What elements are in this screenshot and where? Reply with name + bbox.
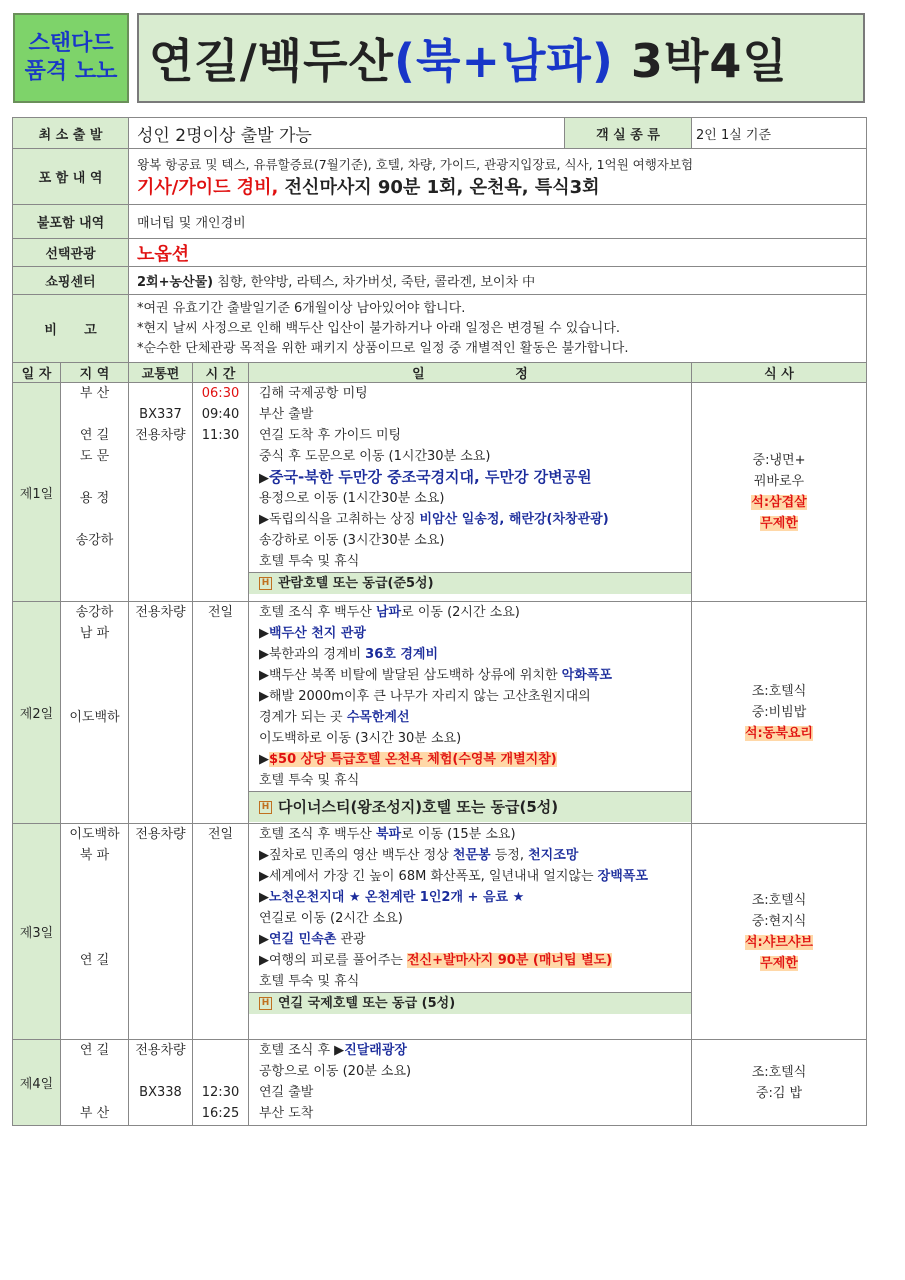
- header-day: 일 자: [13, 363, 61, 383]
- transport-item: 전용차량: [135, 827, 186, 842]
- region-cell: [61, 602, 129, 824]
- schedule-text: ▶세계에서 가장 긴 높이 68M 화산폭포, 일년내내 얼지않는: [259, 869, 598, 884]
- min-departure-row: [13, 118, 867, 149]
- day-row: [13, 824, 867, 1040]
- header-schedule: 일 정: [249, 363, 692, 383]
- meal-item: [696, 911, 862, 932]
- region-name: [61, 404, 128, 425]
- room-type-value: 2인 1실 기준: [692, 118, 867, 149]
- time-item: 전일: [207, 827, 234, 842]
- schedule-highlight: 수목한계선: [346, 710, 410, 725]
- title-banner: [137, 13, 865, 103]
- schedule-line: [249, 602, 691, 623]
- region-name: [61, 1082, 128, 1103]
- meal-item: [696, 1083, 862, 1104]
- schedule-line: 공항으로 이동 (20분 소요): [259, 1064, 412, 1079]
- meal-item: [696, 513, 862, 534]
- schedule-text: 호텔 조식 후 백두산: [259, 827, 376, 842]
- schedule-line: 중식 후 도문으로 이동 (1시간30분 소요): [259, 449, 491, 464]
- note-item: *현지 날씨 사정으로 인해 백두산 입산이 불가하거나 아래 일정은 변경될 수 있습니다.: [137, 320, 621, 336]
- region-name: [61, 1061, 128, 1082]
- optional-tour-label: 선택관광: [13, 239, 129, 267]
- region-name: [61, 644, 128, 665]
- optional-tour-value: 노옵션: [129, 239, 867, 267]
- meal-item: [696, 932, 862, 953]
- meal-item: [696, 681, 862, 702]
- schedule-text: 경계가 되는 곳: [259, 710, 347, 725]
- region-name: 연 길: [79, 428, 110, 443]
- transport-item: BX338: [139, 1085, 182, 1100]
- schedule-text: ▶독립의식을 고취하는 상징: [259, 512, 420, 527]
- includes-value: [129, 149, 867, 205]
- schedule-line: [249, 1040, 691, 1061]
- region-name: [61, 467, 128, 488]
- note-item: *여권 유효기간 출발일기준 6개월이상 남아있어야 합니다.: [137, 300, 466, 316]
- region-name: [61, 1013, 128, 1034]
- shopping-label: 쇼핑센터: [13, 267, 129, 295]
- itinerary-table: [12, 117, 867, 1126]
- schedule-line: 김해 국제공항 미팅: [259, 386, 368, 401]
- min-departure-value: 성인 2명이상 출발 가능: [129, 118, 565, 149]
- region-name: [61, 770, 128, 791]
- schedule-line: [249, 824, 691, 845]
- schedule-text: ▶: [259, 890, 269, 905]
- schedule-line: 용정으로 이동 (1시간30분 소요): [259, 491, 445, 506]
- excludes-row: [13, 205, 867, 239]
- region-name: 연 길: [79, 1043, 110, 1058]
- region-name: [61, 686, 128, 707]
- meal-text: 조:호텔식: [751, 892, 807, 908]
- region-name: [61, 572, 128, 593]
- page-title: [149, 25, 788, 91]
- schedule-line: [249, 509, 691, 530]
- time-cell: [193, 602, 249, 824]
- header-meal: 식 사: [692, 363, 867, 383]
- schedule-highlight: 진달래광장: [344, 1043, 407, 1058]
- schedule-text: ▶: [259, 932, 269, 947]
- title-duration: 3박4일: [630, 34, 788, 88]
- schedule-line: [249, 467, 691, 488]
- schedule-highlight: 연길 민속촌: [269, 932, 337, 947]
- schedule-text: ▶백두산 북쪽 비탈에 발달된 삼도백하 상류에 위치한: [259, 668, 562, 683]
- room-type-label: 객 실 종 류: [565, 118, 692, 149]
- transport-cell: [129, 602, 193, 824]
- region-name: 부 산: [79, 1106, 110, 1121]
- region-name: 부 산: [79, 386, 110, 401]
- includes-extras: 전신마사지 90분 1회, 온천욕, 특식3회: [278, 176, 600, 198]
- meal-text: 중:비빔밥: [751, 705, 807, 720]
- badge-line1: 스탠다드: [28, 31, 114, 56]
- schedule-header-row: [13, 363, 867, 383]
- note-item: *순수한 단체관광 목적을 위한 패키지 상품이므로 일정 중 개별적인 활동은 불가합니다.: [137, 340, 629, 356]
- schedule-line: [249, 929, 691, 950]
- schedule-highlight: 전신+발마사지 90분 (매너팁 별도): [406, 953, 613, 968]
- meals-cell: [692, 383, 867, 602]
- hotel-icon: H: [259, 997, 272, 1010]
- time-cell: [193, 383, 249, 602]
- includes-line1: 왕복 항공료 및 텍스, 유류할증료(7월기준), 호텔, 차량, 가이드, 관광지입장료, 식사, 1억원 여행자보험: [137, 156, 694, 172]
- schedule-highlight: 악화폭포: [561, 668, 612, 683]
- transport-item: [129, 383, 192, 404]
- region-name: [61, 728, 128, 749]
- region-cell: [61, 824, 129, 1040]
- meals-cell: [692, 602, 867, 824]
- schedule-text: 로 이동 (2시간 소요): [401, 605, 520, 620]
- hotel-name: 다이너스티(왕조성지)호텔 또는 동급(5성): [278, 798, 559, 816]
- day-label: 제1일: [13, 383, 61, 602]
- region-name: [61, 908, 128, 929]
- day-label: 제4일: [13, 1040, 61, 1126]
- region-name: [61, 971, 128, 992]
- schedule-text: 등정,: [490, 848, 529, 863]
- meal-item: [696, 702, 862, 723]
- meal-text: 중:냉면+: [752, 453, 806, 468]
- badge-line2: 품격 노노: [24, 59, 118, 84]
- region-name: 남 파: [79, 626, 110, 641]
- meal-text: 조:호텔식: [751, 684, 807, 699]
- time-item: 11:30: [201, 428, 240, 443]
- schedule-text: ▶북한과의 경계비: [259, 647, 366, 662]
- optional-tour-row: [13, 239, 867, 267]
- meal-text: 꿔바로우: [753, 474, 805, 489]
- day-row: [13, 383, 867, 602]
- excludes-value: 매너팁 및 개인경비: [129, 205, 867, 239]
- schedule-text: ▶여행의 피로를 풀어주는: [259, 953, 407, 968]
- schedule-line: 연길 도착 후 가이드 미팅: [259, 428, 402, 443]
- transport-cell: [129, 1040, 193, 1126]
- time-item: [193, 1040, 248, 1061]
- schedule-line: [249, 623, 691, 644]
- region-name: [61, 866, 128, 887]
- hotel-info: [249, 572, 691, 594]
- schedule-line: 송강하로 이동 (3시간30분 소요): [259, 533, 445, 548]
- includes-row: [13, 149, 867, 205]
- schedule-highlight: 천문봉: [452, 848, 491, 863]
- time-item: 09:40: [201, 407, 240, 422]
- meal-text: 석:샤브샤브: [745, 934, 813, 950]
- shopping-items: 침향, 한약방, 라텍스, 차가버섯, 죽탄, 콜라겐, 보이차 中: [213, 275, 536, 290]
- schedule-line: 호텔 투숙 및 휴식: [259, 974, 360, 989]
- day-row: [13, 1040, 867, 1126]
- meal-text: 중:김 밥: [755, 1085, 803, 1101]
- meal-item: [696, 953, 862, 974]
- schedule-line: ▶해발 2000m이후 큰 나무가 자리지 않는 고산초원지대의: [259, 689, 591, 704]
- schedule-text: ▶: [259, 471, 269, 486]
- day-label: 제3일: [13, 824, 61, 1040]
- schedule-line: 부산 도착: [259, 1106, 314, 1121]
- transport-item: 전용차량: [135, 605, 186, 620]
- region-name: 용 정: [79, 491, 110, 506]
- meal-text: 조:호텔식: [751, 1064, 807, 1080]
- region-name: [61, 551, 128, 572]
- meal-text: 무제한: [760, 955, 798, 971]
- region-cell: [61, 383, 129, 602]
- transport-item: 전용차량: [135, 1043, 186, 1058]
- region-name: [61, 749, 128, 770]
- schedule-line: 호텔 투숙 및 휴식: [259, 554, 360, 569]
- transport-item: BX337: [139, 407, 182, 422]
- schedule-highlight: 비암산 일송정, 해란강(차창관광): [419, 512, 609, 527]
- header-time: 시 간: [193, 363, 249, 383]
- hotel-name: 연길 국제호텔 또는 동급 (5성): [278, 996, 456, 1011]
- schedule-text: 관광: [336, 932, 366, 947]
- schedule-line: [249, 887, 691, 908]
- region-name: 이도백하: [69, 710, 120, 725]
- region-name: [61, 509, 128, 530]
- hotel-info: [249, 791, 691, 822]
- meals-cell: [692, 1040, 867, 1126]
- transport-cell: [129, 824, 193, 1040]
- schedule-highlight: 중국-북한 두만강 중조국경지대, 두만강 강변공원: [269, 468, 592, 486]
- schedule-highlight: 노천온천지대 ★ 온천계란 1인2개 + 음료 ★: [269, 890, 525, 905]
- time-item: 전일: [207, 605, 234, 620]
- schedule-cell: [249, 824, 692, 1040]
- transport-cell: [129, 383, 193, 602]
- time-item: 12:30: [201, 1085, 240, 1100]
- time-item: [193, 1061, 248, 1082]
- schedule-highlight: 36호 경계비: [365, 647, 439, 662]
- meal-item: [696, 450, 862, 471]
- region-name: 송강하: [75, 533, 114, 548]
- meal-text: 무제한: [760, 516, 798, 531]
- meal-text: 석:동북요리: [745, 726, 813, 741]
- hotel-info: [249, 992, 691, 1014]
- region-name: 도 문: [79, 449, 110, 464]
- notes-label: 비 고: [13, 295, 129, 363]
- schedule-cell: [249, 383, 692, 602]
- meal-text: 중:현지식: [751, 913, 807, 929]
- hotel-icon: H: [259, 801, 272, 814]
- schedule-text: 로 이동 (15분 소요): [401, 827, 516, 842]
- schedule-cell: [249, 602, 692, 824]
- time-item: 06:30: [201, 386, 240, 401]
- schedule-line: 호텔 투숙 및 휴식: [259, 773, 360, 788]
- region-cell: [61, 1040, 129, 1126]
- schedule-line: [249, 749, 691, 770]
- day-row: [13, 602, 867, 824]
- includes-driver-guide-fee: 기사/가이드 경비,: [137, 176, 279, 198]
- region-name: 송강하: [75, 605, 114, 620]
- transport-item: [129, 1061, 192, 1082]
- product-grade-badge: [13, 13, 129, 103]
- schedule-line: 이도백하로 이동 (3시간 30분 소요): [259, 731, 462, 746]
- meals-cell: [692, 824, 867, 1040]
- region-name: [61, 791, 128, 812]
- schedule-line: [249, 845, 691, 866]
- schedule-line: 연길로 이동 (2시간 소요): [259, 911, 403, 926]
- schedule-highlight: 남파: [376, 605, 402, 620]
- schedule-line: [249, 950, 691, 971]
- header-transport: 교통편: [129, 363, 193, 383]
- time-cell: [193, 1040, 249, 1126]
- schedule-line: 연길 출발: [259, 1085, 314, 1100]
- schedule-highlight: 백두산 천지 관광: [269, 626, 366, 641]
- region-name: 이도백하: [69, 827, 120, 842]
- schedule-highlight: 북파: [376, 827, 402, 842]
- region-name: 북 파: [79, 848, 110, 863]
- transport-item: 전용차량: [135, 428, 186, 443]
- schedule-cell: [249, 1040, 692, 1126]
- schedule-text: 호텔 조식 후 백두산: [259, 605, 376, 620]
- includes-label: 포 함 내 역: [13, 149, 129, 205]
- region-name: [61, 665, 128, 686]
- meal-item: [696, 723, 862, 744]
- meal-text: 석:삼겹살: [751, 495, 807, 510]
- hotel-name: 관람호텔 또는 동급(준5성): [278, 576, 434, 591]
- schedule-text: ▶: [259, 752, 269, 767]
- region-name: [61, 929, 128, 950]
- schedule-text: ▶: [259, 626, 269, 641]
- title-route-detail: (북+남파): [393, 34, 614, 88]
- notes-list: [129, 295, 867, 363]
- schedule-line: 부산 출발: [259, 407, 314, 422]
- meal-item: [696, 890, 862, 911]
- shopping-count: 2회+농산물): [137, 275, 214, 290]
- meal-item: [696, 471, 862, 492]
- schedule-text: 호텔 조식 후 ▶: [259, 1043, 345, 1058]
- title-route: 연길/백두산: [149, 34, 394, 88]
- schedule-line: [249, 665, 691, 686]
- notes-row: [13, 295, 867, 363]
- schedule-line: [249, 707, 691, 728]
- schedule-highlight: 천지조망: [528, 848, 579, 863]
- region-name: 연 길: [79, 953, 110, 968]
- schedule-line: [249, 644, 691, 665]
- meal-item: [696, 492, 862, 513]
- hotel-icon: H: [259, 577, 272, 590]
- region-name: [61, 887, 128, 908]
- meal-item: [696, 1062, 862, 1083]
- time-item: 16:25: [201, 1106, 240, 1121]
- schedule-highlight: $50 상당 특급호텔 온천욕 체험(수영복 개별지참): [269, 752, 557, 767]
- header-region: 지 역: [61, 363, 129, 383]
- time-cell: [193, 824, 249, 1040]
- schedule-line: [249, 866, 691, 887]
- schedule-highlight: 장백폭포: [597, 869, 648, 884]
- schedule-text: ▶짚차로 민족의 영산 백두산 정상: [259, 848, 453, 863]
- region-name: [61, 992, 128, 1013]
- shopping-row: [13, 267, 867, 295]
- day-label: 제2일: [13, 602, 61, 824]
- transport-item: [129, 1103, 192, 1124]
- excludes-label: 불포함 내역: [13, 205, 129, 239]
- min-departure-label: 최 소 출 발: [13, 118, 129, 149]
